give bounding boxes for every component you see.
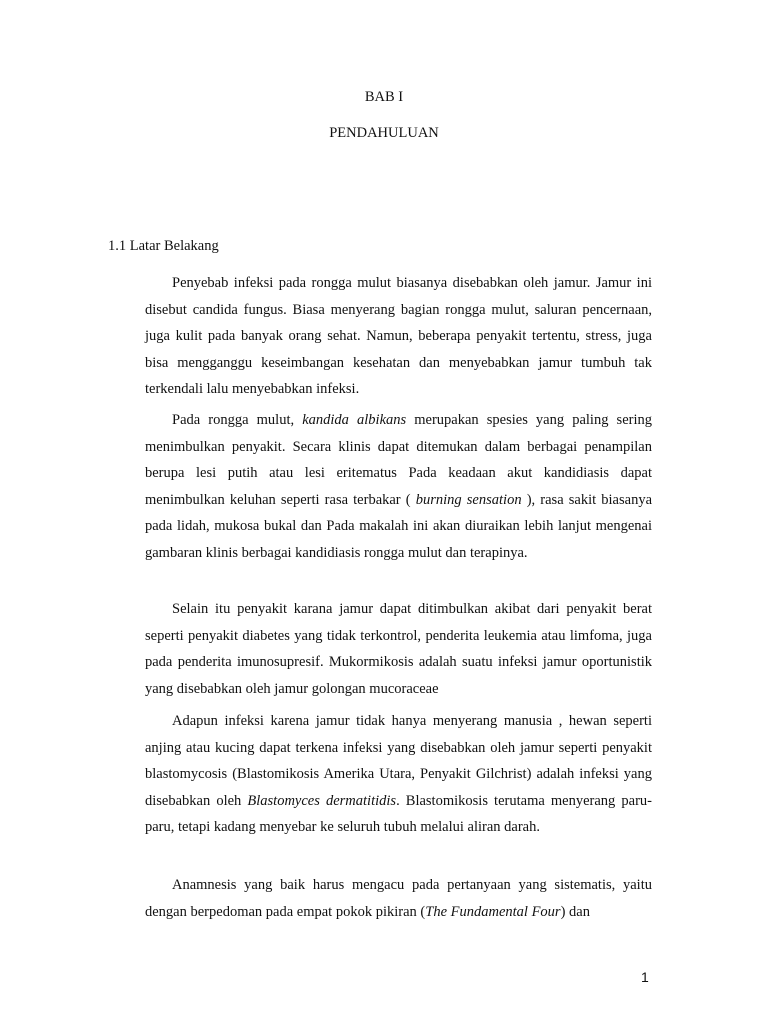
paragraph-1	[145, 270, 652, 403]
paragraph-4-text-c: . Blastomikosis terutama menyerang paru-paru, tetapi kadang menyebar ke seluruh tubuh melalui aliran darah.	[145, 792, 652, 835]
paragraph-4	[145, 708, 652, 841]
paragraph-2-text-e: ), rasa sakit biasanya pada lidah, mukosa bukal dan Pada makalah ini akan diuraikan lebih lanjut mengenai gambaran klinis berbagai kandidiasis rongga mulut dan terapinya.	[145, 491, 653, 561]
section-heading: 1.1 Latar Belakang	[108, 238, 219, 254]
paragraph-5	[145, 872, 652, 925]
paragraph-4-italic-species: Blastomyces dermatitidis	[247, 792, 397, 809]
paragraph-2	[145, 407, 652, 566]
paragraph-5-text-c: ) dan	[560, 903, 590, 920]
page-number: 1	[641, 969, 649, 985]
chapter-label: BAB I	[364, 89, 404, 105]
paragraph-1-text: Penyebab infeksi pada rongga mulut biasanya disebabkan oleh jamur. Jamur ini disebut candida fungus. Biasa menyerang bagian rongga mulut, saluran pencernaan, juga kulit pada banyak orang sehat. Namun, beberapa penyakit tertentu, stress, juga bisa mengganggu keseimbangan kesehatan dan menyebabkan jamur tumbuh tak terkendali lalu menyebabkan infeksi.	[145, 275, 652, 397]
paragraph-2-text-a: Pada rongga mulut,	[172, 412, 303, 428]
paragraph-2-italic-species: kandida albikans	[302, 412, 407, 428]
paragraph-2-italic-term: burning sensation	[415, 491, 522, 508]
paragraph-4-text-a: Adapun infeksi karena jamur tidak hanya menyerang manusia , hewan seperti anjing atau kucing dapat terkena infeksi yang disebabkan oleh jamur seperti penyakit blastomycosis (Blastomikosis Amerika Utara, Penyakit Gilchrist) adalah infeksi yang disebabkan oleh	[145, 713, 652, 809]
paragraph-3-text: Selain itu penyakit karana jamur dapat ditimbulkan akibat dari penyakit berat seperti penyakit diabetes yang tidak terkontrol, penderita leukemia atau limfoma, juga pada penderita imunosupresif. Mukormikosis adalah suatu infeksi jamur oportunistik yang disebabkan oleh jamur golongan mucoraceae	[145, 601, 652, 697]
paragraph-5-text-a: Anamnesis yang baik harus mengacu pada pertanyaan yang sistematis, yaitu dengan berpedoman pada empat pokok pikiran (	[145, 877, 652, 920]
chapter-title: PENDAHULUAN	[329, 125, 439, 141]
paragraph-5-italic-title: The Fundamental Four	[425, 903, 561, 920]
paragraph-2-text-c: merupakan spesies yang paling sering menimbulkan penyakit. Secara klinis dapat ditemukan dalam berbagai penampilan berupa lesi putih atau lesi eritematus Pada keadaan akut kandidiasis dapat menimbulkan keluhan seperti rasa terbakar (	[145, 412, 652, 508]
paragraph-3	[145, 596, 652, 702]
